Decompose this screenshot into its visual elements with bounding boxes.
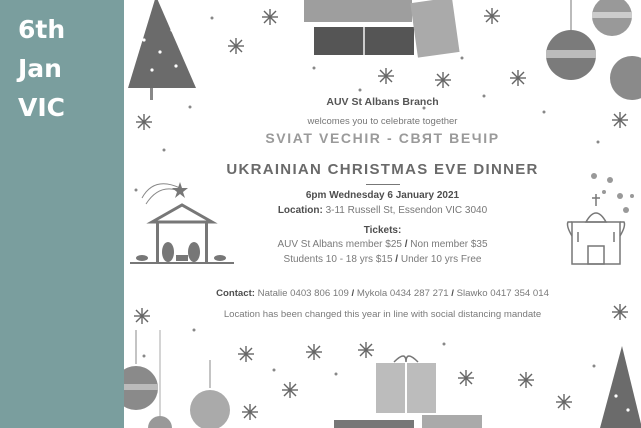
location-label: Location:	[277, 205, 323, 216]
ornament-bauble-icon	[546, 0, 641, 100]
ticket-student-price: Students 10 - 18 yrs $15	[283, 254, 393, 265]
contact-slawko: Slawko 0417 354 014	[456, 288, 549, 299]
branch-name: AUV St Albans Branch	[326, 96, 439, 108]
ticket-child-price: Under 10 yrs Free	[400, 254, 482, 265]
event-location	[124, 205, 641, 216]
ticket-nonmember-price: Non member $35	[410, 239, 488, 250]
event-time: 6pm Wednesday 6 January 2021	[305, 190, 460, 201]
location-change-notice: Location has been changed this year in line with social distancing mandate	[223, 309, 542, 320]
ornament-bauble-icon	[124, 330, 230, 428]
gift-box-icon	[334, 356, 482, 428]
contact-natalie: Natalie 0403 806 109	[257, 288, 349, 299]
contact-mykola: Mykola 0434 287 271	[356, 288, 449, 299]
event-flyer	[124, 0, 641, 428]
date-day: 6th	[18, 15, 66, 44]
welcome-text: welcomes you to celebrate together	[307, 116, 458, 127]
ticket-member-price: AUV St Albans member $25	[277, 239, 402, 250]
contact-line	[124, 288, 641, 299]
tickets-heading: Tickets:	[363, 225, 402, 236]
separator: /	[395, 254, 399, 265]
separator: /	[351, 288, 355, 299]
event-title-translit: SVIAT VECHIR - СВЯТ ВЕЧІР	[265, 130, 500, 146]
gift-box-icon	[304, 0, 460, 58]
event-title: UKRAINIAN CHRISTMAS EVE DINNER	[226, 161, 539, 178]
tickets-line-1	[124, 239, 641, 250]
contact-label: Contact:	[216, 288, 255, 299]
tickets-line-2	[124, 254, 641, 265]
separator: /	[451, 288, 454, 299]
title-divider	[366, 184, 400, 185]
separator: /	[404, 239, 408, 250]
location-value: 3-11 Russell St, Essendon VIC 3040	[325, 205, 488, 216]
christmas-tree-icon	[600, 346, 641, 428]
date-state: VIC	[18, 93, 65, 122]
date-sidebar	[0, 0, 124, 428]
christmas-tree-icon	[128, 0, 196, 100]
date-month: Jan	[18, 54, 62, 83]
